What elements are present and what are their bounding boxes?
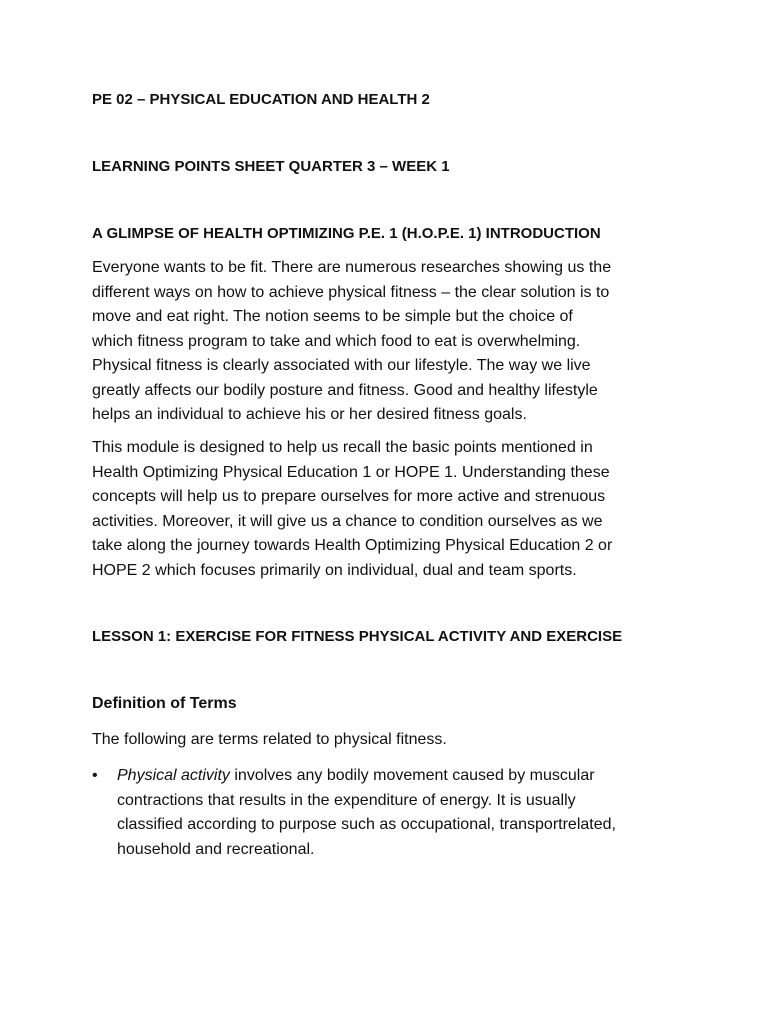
paragraph-line: concepts will help us to prepare ourselves for more active and strenuous [92, 488, 606, 505]
paragraph-line: Health Optimizing Physical Education 1 or HOPE 1. Understanding these [92, 463, 610, 481]
paragraph-line: Physical fitness is clearly associated with our lifestyle. The way we live [92, 357, 591, 374]
lesson-heading: LESSON 1: EXERCISE FOR FITNESS PHYSICAL ACTIVITY AND EXERCISE [92, 628, 623, 645]
term-physical-activity: Physical activity [117, 767, 230, 784]
paragraph-line: greatly affects our bodily posture and fitness. Good and healthy lifestyle [92, 381, 598, 399]
paragraph-line: helps an individual to achieve his or her desired fitness goals. [92, 406, 527, 423]
paragraph-line: HOPE 2 which focuses primarily on individual, dual and team sports. [92, 561, 577, 579]
bullet-line: household and recreational. [117, 840, 315, 858]
intro-paragraph-2 [92, 436, 682, 583]
paragraph-line: The following are terms related to physical fitness. [92, 731, 447, 748]
definitions-heading: Definition of Terms [92, 695, 237, 712]
sheet-title: LEARNING POINTS SHEET QUARTER 3 – WEEK 1 [92, 158, 450, 175]
intro-paragraph-1 [92, 256, 682, 428]
course-title: PE 02 – PHYSICAL EDUCATION AND HEALTH 2 [92, 91, 430, 108]
bullet-icon: • [92, 767, 98, 784]
bullet-line: contractions that results in the expenditure of energy. It is usually [117, 791, 576, 809]
paragraph-line: This module is designed to help us recall the basic points mentioned in [92, 439, 593, 456]
paragraph-line: different ways on how to achieve physical fitness – the clear solution is to [92, 283, 610, 301]
paragraph-line: take along the journey towards Health Optimizing Physical Education 2 or [92, 537, 613, 554]
paragraph-line: Everyone wants to be fit. There are numerous researches showing us the [92, 259, 612, 276]
paragraph-line: which fitness program to take and which food to eat is overwhelming. [92, 332, 581, 350]
bullet-first-line [117, 764, 692, 789]
paragraph-line: activities. Moreover, it will give us a chance to condition ourselves as we [92, 512, 603, 530]
bullet-text [117, 764, 692, 862]
bullet-line: classified according to purpose such as occupational, transportrelated, [117, 816, 616, 833]
intro-heading: A GLIMPSE OF HEALTH OPTIMIZING P.E. 1 (H.O.P.E. 1) INTRODUCTION [92, 225, 601, 242]
paragraph-line: move and eat right. The notion seems to be simple but the choice of [92, 308, 573, 325]
definitions-intro [92, 728, 682, 753]
bullet-first-line-rest: involves any bodily movement caused by muscular [229, 767, 595, 784]
